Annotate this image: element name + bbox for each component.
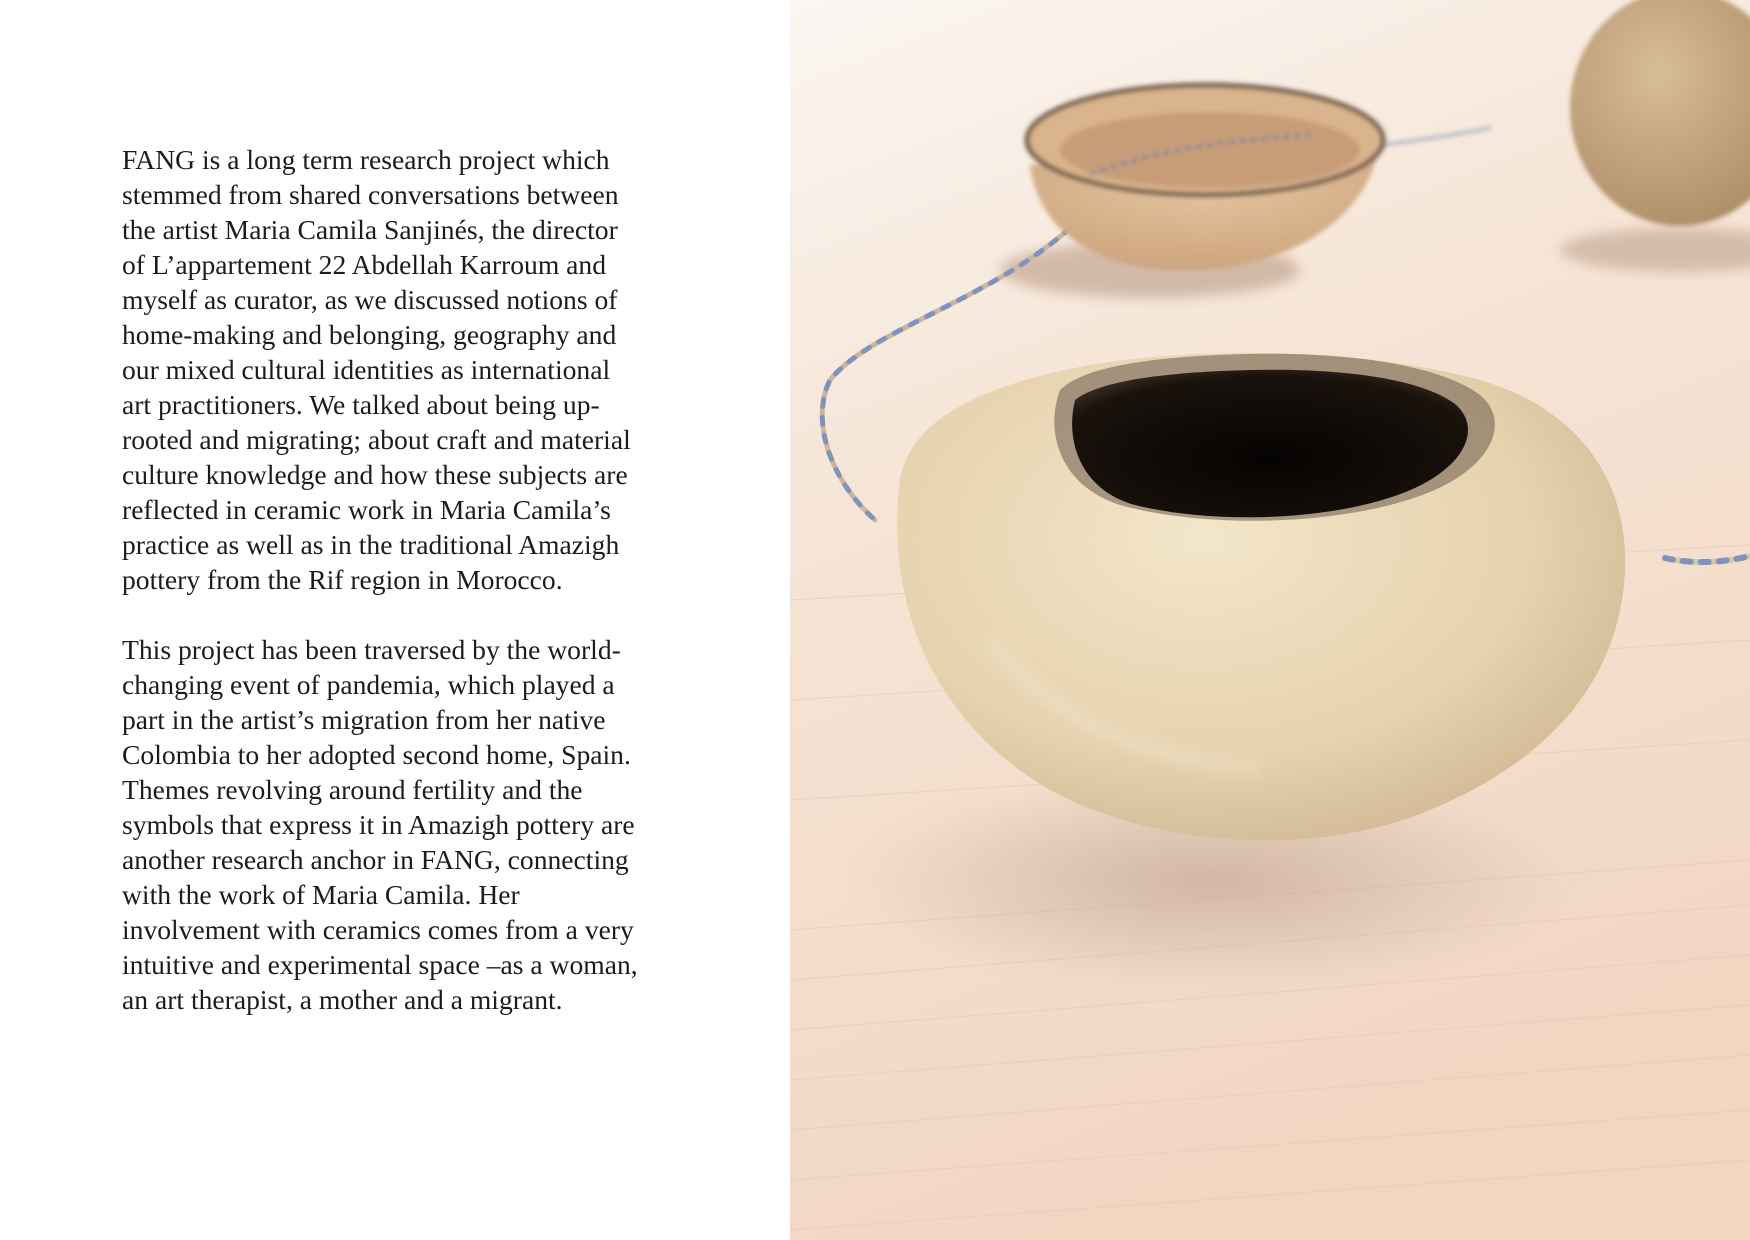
paragraph-pandemic: This project has been traversed by the world- changing event of pandemia, which played a part in the artist’s migration from her native Colombia to her adopted second home, Spain. Themes revolving around fertility and the symbols that express it in Amazigh pottery are another research anchor in FANG, connecting with the work of Maria Camila. Her involvement with ceramics comes from a very intuitive and experimental space –as a woman, an art therapist, a mother and a migrant. <box>122 634 638 1015</box>
body-text <box>122 142 682 1017</box>
ceramic-vessels-photo <box>790 0 1750 1240</box>
paragraph-intro: FANG is a long term research project which stemmed from shared conversations between the artist Maria Camila Sanjinés, the director of L’appartement 22 Abdellah Karroum and myself as curator, as we discussed notions of home-making and belonging, geography and our mixed cultural identities as international art practitioners. We talked about being up- rooted and migrating; about craft and material culture knowledge and how these subjects are reflected in ceramic work in Maria Camila’s practice as well as in the traditional Amazigh pottery from the Rif region in Morocco. <box>122 144 631 595</box>
